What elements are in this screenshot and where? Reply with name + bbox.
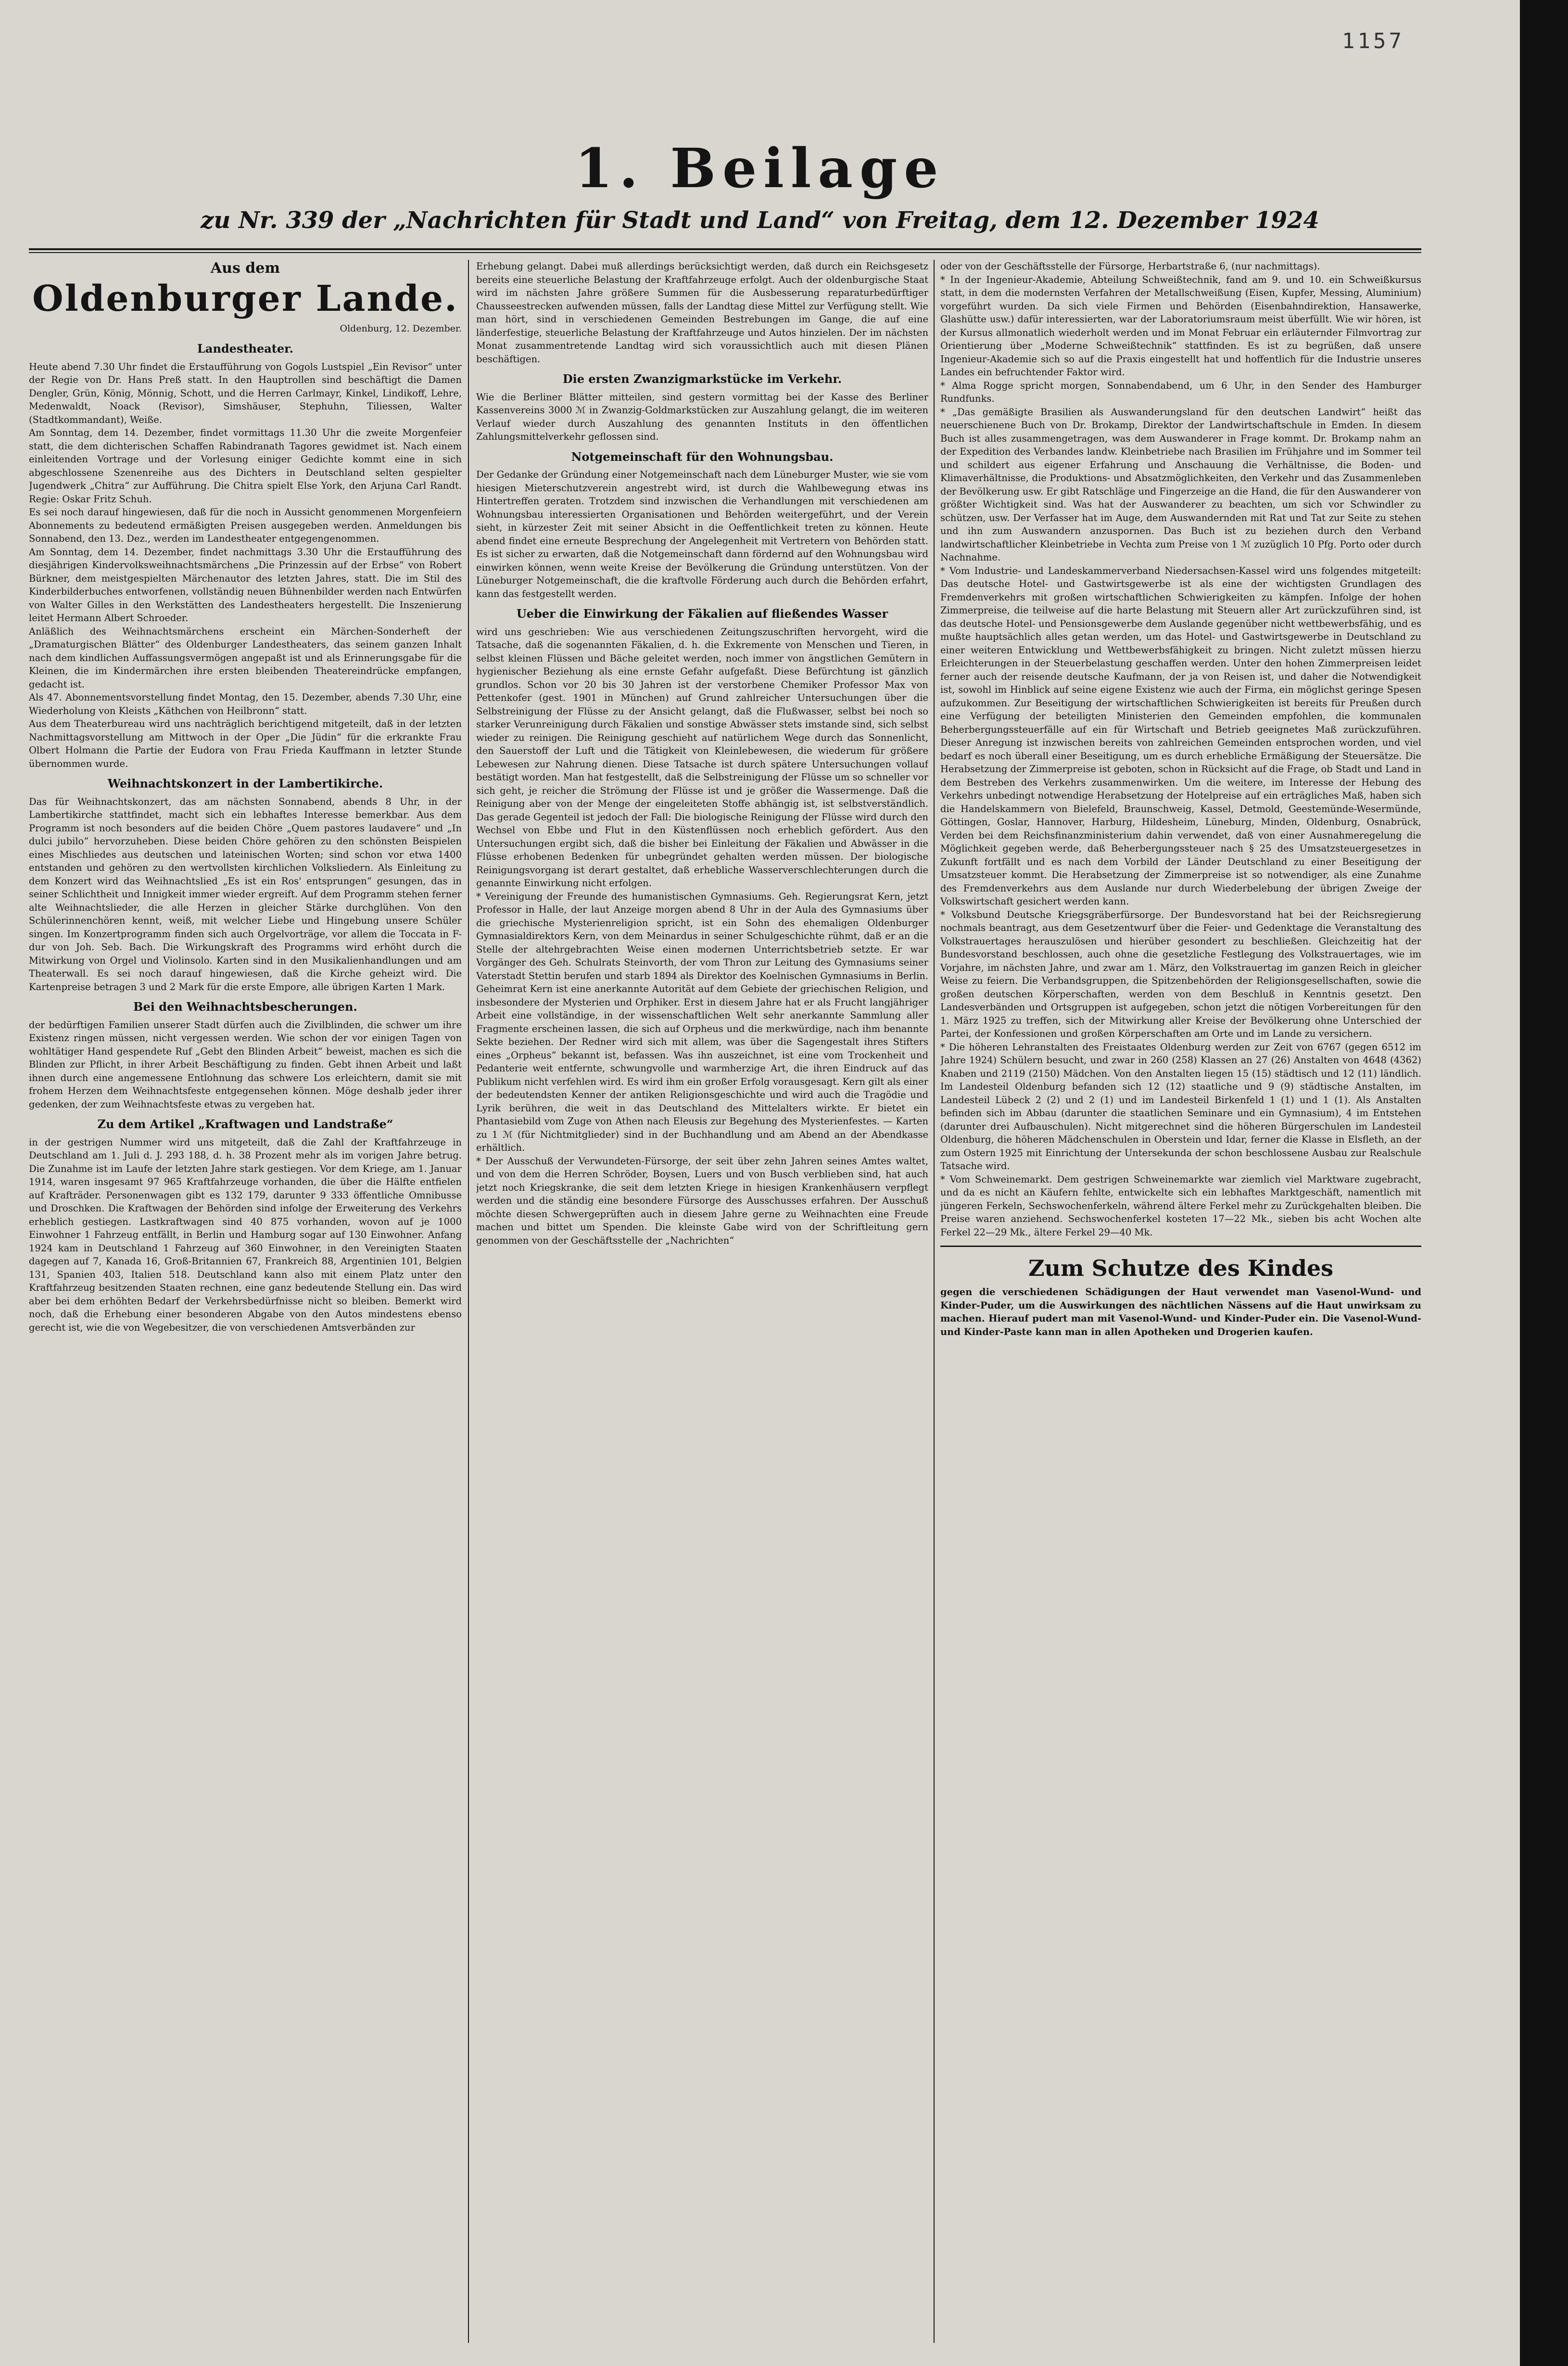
article-paragraph: * Alma Rogge spricht morgen, Sonnabendabend, um 6 Uhr, in den Sender des Hamburger Rundfunks. [940, 380, 1421, 404]
article-paragraph: * Volksbund Deutsche Kriegsgräberfürsorge. Der Bundesvorstand hat bei der Reichsregierung nochmals beantragt, aus dem Gesetzentwurf über die Feier- und Gedenktage die Veranstaltung des Volkstrauertages herauszulösen und hierüber gesondert zu beschließen. Gleichzeitig hat der Bundesvorstand beschlossen, auch ohne die gesetzliche Festlegung des Volkstrauertages, wie im Vorjahre, im nächsten Jahre, und zwar am 1. März, den Volkstrauertag im ganzen Reich in gleicher Weise zu feiern. Die Verbandsgruppen, die Spitzenbehörden der Religionsgesellschaften, sowie die großen deutschen Körperschaften, werden von dem Beschluß in Kenntnis gesetzt. Den Landesverbänden und Ortsgruppen ist aufgegeben, schon jetzt die nötigen Vorbereitungen für den 1. März 1925 zu treffen, sich der Mitwirkung aller Kreise der Bevölkerung ohne Unterschied der Partei, der Konfessionen und großen Körperschaften am Orte und im Lande zu versichern. [940, 909, 1421, 1039]
supplement-title: 1. Beilage [575, 137, 945, 200]
masthead-rule-top [29, 248, 1421, 250]
article-heading: Notgemeinschaft für den Wohnungsbau. [571, 449, 834, 464]
page-number: 1157 [1342, 29, 1404, 53]
article-paragraph: Aus dem Theaterbureau wird uns nachträglich berichtigend mitgeteilt, daß in der letzten Nachmittagsvorstellung am Mittwoch in der Oper „Die Jüdin“ für die erkrankte Frau Olbert Holmann die Partie der Eudora von Frau Frieda Kauffmann in letzter Stunde übernommen wurde. [29, 718, 462, 769]
article-heading: Die ersten Zwanzigmarkstücke im Verkehr. [562, 372, 842, 386]
article-paragraph: * Der Ausschuß der Verwundeten-Fürsorge, der seit über zehn Jahren seines Amtes waltet, und von dem die Herren Schröder, Boysen, Luers und von Busch verblieben sind, hat auch jetzt noch Kriegskranke, die seit dem letzten Kriege in hiesigen Krankenhäusern verpflegt werden und die ständig eine besondere Fürsorge des Ausschusses erfahren. Der Ausschuß möchte diesen Schwergeprüften auch in diesem Jahre gerne zu Weihnachten eine Freude machen und bittet um Spenden. Die kleinste Gabe wird von der Schriftleitung gern genommen von der Geschäftsstelle der „Nachrichten“ [476, 1155, 928, 1246]
article-paragraph: Am Sonntag, dem 14. Dezember, findet vormittags 11.30 Uhr die zweite Morgenfeier statt, die dem dichterischen Schaffen Rabindranath Tagores gewidmet ist. Nach einem einleitenden Vortrage und der Vorlesung einiger Gedichte kommt eine in sich abgeschlossene Szenenreihe aus des Dichters in Deutschland selten gespielter Jugendwerk „Chitra“ zur Aufführung. Die Chitra spielt Else York, den Arjuna Carl Randt. Regie: Oskar Fritz Schuh. [29, 427, 462, 505]
article-paragraph: Erhebung gelangt. Dabei muß allerdings berücksichtigt werden, daß durch ein Reichsgesetz bereits eine steuerliche Belastung der Kraftfahrzeuge erfolgt. Auch der oldenburgische Staat wird im nächsten Jahre größere Summen für die Ausbesserung reparaturbedürftiger Chausseestrecken aufwenden müssen, falls der Landtag diese Mittel zur Verfügung stellt. Wie man hört, sind in verschiedenen Gemeinden Bestrebungen im Gange, die auf eine länderfestige, steuerliche Belastung der Kraftfahrzeuge und Autos hinzielen. Der im nächsten Monat zusammentretende Landtag wird sich voraussichtlich auch mit diesen Plänen beschäftigen. [476, 261, 928, 365]
supplement-subtitle: zu Nr. 339 der „Nachrichten für Stadt und Land“ von Freitag, dem 12. Dezember 1924 [201, 207, 1319, 234]
article-paragraph: der bedürftigen Familien unserer Stadt dürfen auch die Zivilblinden, die schwer um ihre Existenz ringen müssen, nicht vergessen werden. Wie schon der vor einigen Tagen von wohltätiger Hand gespendete Ruf „Gebt den Blinden Arbeit“ beweist, machen es sich die Blinden zur Pflicht, in ihrer Arbeit Beschäftigung zu finden. Gebt ihnen Arbeit und laßt ihnen durch eine angemessene Entlohnung das schwere Los erleichtern, damit sie mit frohem Herzen dem Weihnachtsfeste entgegensehen können. Möge deshalb jeder ihrer gedenken, der zum Weihnachtsfeste etwas zu vergeben hat. [29, 1019, 462, 1110]
column-right [940, 260, 1421, 2343]
article-heading: Ueber die Einwirkung der Fäkalien auf fließendes Wasser [516, 607, 888, 621]
article-paragraph: Es sei noch darauf hingewiesen, daß für die noch in Aussicht genommenen Morgenfeiern Abonnements zu bedeutend ermäßigten Preisen ausgegeben werden. Anmeldungen bis Sonnabend, den 13. Dez., werden im Landestheater entgegengenommen. [29, 507, 462, 544]
column-left [29, 260, 462, 2343]
article-paragraph: * „Das gemäßigte Brasilien als Auswanderungsland für den deutschen Landwirt“ heißt das neuerschienene Buch von Dr. Brokamp, Direktor der Landwirtschaftschule in Emden. In diesem Buch ist alles zusammengetragen, was dem Auswanderer in Frage kommt. Dr. Brokamp nahm an der Expedition des Verbandes landw. Kleinbetriebe nach Brasilien im Frühjahre und im Sommer teil und schildert aus eigener Erfahrung und Anschauung die Verhältnisse, die Boden- und Klimaverhältnisse, die Produktions- und Absatzmöglichkeiten, den Verkehr und das Zusammenleben der Bevölkerung usw. Er gibt Ratschläge und Fingerzeige an die Hand, die für den Auswanderer von größter Wichtigkeit sind. Was hat der Auswanderer zu beachten, um sich vor Schwindler zu schützen, usw. Der Verfasser hat im Auge, dem Auswandernden mit Rat und Tat zur Seite zu stehen und ihn zum Auswandern anzuspornen. Das Buch ist zu beziehen durch den Verband landwirtschaftlicher Kleinbetriebe in Vechta zum Preise von 1 ℳ zuzüglich 10 Pfg. Porto oder durch Nachnahme. [940, 406, 1421, 563]
article-paragraph: * In der Ingenieur-Akademie, Abteilung Schweißtechnik, fand am 9. und 10. ein Schweißkursus statt, in dem die modernsten Verfahren der Metallschweißung (Eisen, Kupfer, Messing, Aluminium) vorgeführt wurden. Da sich viele Firmen und Behörden (Eisenbahndirektion, Hansawerke, Glashütte usw.) dafür interessierten, war der Laboratoriumsraum meist überfüllt. Wie wir hören, ist der Kursus allmonatlich wiederholt werden und im Monat Februar ein erläuternder Filmvortrag zur Orientierung über „Moderne Schweißtechnik“ stattfinden. Es ist zu begrüßen, daß unsere Ingenieur-Akademie sich so auf die Praxis eingestellt hat und hoffentlich für die Industrie unseres Landes ein befruchtender Faktor wird. [940, 274, 1421, 378]
article-paragraph: Das für Weihnachtskonzert, das am nächsten Sonnabend, abends 8 Uhr, in der Lambertikirche stattfindet, macht sich ein lebhaftes Interesse bemerkbar. Aus dem Programm ist noch besonders auf die beiden Chöre „Quem pastores laudavere“ und „In dulci jubilo“ hervorzuheben. Diese beiden Chöre gehören zu den schönsten Beispielen eines Mischliedes aus deutschen und lateinischen Worten; sind schon vor etwa 1400 entstanden und gehören zu den wertvollsten kirchlichen Volksliedern. Als Einleitung zu dem Konzert wird das Weihnachtslied „Es ist ein Ros' entsprungen“ gesungen, das in seiner Schlichtheit und Innigkeit immer wieder ergreift. Auf dem Programm stehen ferner alte Weihnachtslieder, die alle Herzen in gleicher Stärke durchglühen. Von den Schülerinnenchören kennt, weiß, mit welcher Liebe und Hingebung unsere Schüler singen. Im Konzertprogramm finden sich auch Orgelvorträge, vor allem die Toccata in F-dur von Joh. Seb. Bach. Die Wirkungskraft des Programms wird erhöht durch die Mitwirkung von Orgel und Violinsolo. Karten sind in den Musikalienhandlungen und am Theaterwall. Es sei noch darauf hingewiesen, daß die Kirche geheizt wird. Die Kartenpreise betragen 3 und 2 Mark für die erste Empore, alle übrigen Karten 1 Mark. [29, 796, 462, 992]
column-divider [934, 260, 935, 2343]
dateline: Oldenburg, 12. Dezember. [340, 323, 462, 334]
section-kicker: Aus dem [210, 260, 280, 277]
article-paragraph: in der gestrigen Nummer wird uns mitgeteilt, daß die Zahl der Kraftfahrzeuge in Deutschland am 1. Juli d. J. 293 188, d. h. 38 Prozent mehr als im vorigen Jahre betrug. Die Zunahme ist im Laufe der letzten Jahre stark gestiegen. Vor dem Kriege, am 1. Januar 1914, waren insgesamt 97 965 Kraftfahrzeuge vorhanden, die über die Hälfte entfielen auf Krafträder. Personenwagen gibt es 132 179, darunter 9 333 öffentliche Omnibusse und Droschken. Die Kraftwagen der Behörden sind infolge der Erweiterung des Verkehrs erheblich gestiegen. Lastkraftwagen sind 40 875 vorhanden, wovon auf je 1000 Einwohner 1 Fahrzeug entfällt, in Berlin und Hamburg sogar auf 130 Einwohner. Anfang 1924 kam in Deutschland 1 Fahrzeug auf 360 Einwohner, in den Vereinigten Staaten dagegen auf 7, Kanada 16, Groß-Britannien 67, Frankreich 88, Argentinien 101, Belgien 131, Spanien 403, Italien 518. Deutschland kann also mit einem Platz unter den Kraftfahrzeug besitzenden Staaten rechnen, eine ganz bedeutende Stellung ein. Das wird aber bei dem erhöhten Bedarf der Verkehrsbedürfnisse nicht so bleiben. Bemerkt wird noch, daß die Erhebung einer besonderen Abgabe von den Autos mindestens ebenso gerecht ist, wie die von Wegebesitzer, die von verschiedenen Amtsverbänden zur [29, 1136, 462, 1333]
article-paragraph: * Vereinigung der Freunde des humanistischen Gymnasiums. Geh. Regierungsrat Kern, jetzt Professor in Halle, der laut Anzeige morgen abend 8 Uhr in der Aula des Gymnasiums über die griechische Mysterienreligion spricht, ist ein Sohn des ehemaligen Oldenburger Gymnasialdirektors Kern, von dem Meinardus in seiner Schulgeschichte rühmt, daß er an die Stelle der altehrgebrachten Weise einen modernen Unterrichtsbetrieb setzte. Er war Vorgänger des Geh. Schulrats Steinvorth, der vom Thron zur Leitung des Gymnasiums seiner Vaterstadt Stettin berufen und starb 1894 als Direktor des Koelnischen Gymnasiums in Berlin. Geheimrat Kern ist eine anerkannte Autorität auf dem Gebiete der griechischen Religion, und insbesondere der Mysterien und Orphiker. Erst in diesem Jahre hat er als Frucht langjähriger Arbeit eine vollständige, in der wissenschaftlichen Welt sehr anerkannte Sammlung aller Fragmente erscheinen lassen, die sich auf Orpheus und die merkwürdige, nach ihm benannte Sekte beziehen. Der Redner wird sich mit allem, was über die Sagengestalt ihres Stifters eines „Orpheus“ bekannt ist, befassen. Was ihn auszeichnet, ist eine vom Trockenheit und Pedanterie weit entfernte, schwungvolle und warmherzige Art, die ihren Eindruck auf das Publikum nicht verfehlen wird. Es wird ihm ein großer Erfolg vorausgesagt. Kern gilt als einer der bedeutendsten Kenner der antiken Religionsgeschichte und wird auch die Tragödie und Lyrik berühren, die weit in das Deutschland des Mittelalters wirkte. Er bietet ein Phantasiebild vom Zuge von Athen nach Eleusis zur Begehung des Mysterienfestes. — Karten zu 1 ℳ (für Nichtmitglieder) sind in der Buchhandlung und am Abend an der Abendkasse erhältlich. [476, 890, 928, 1153]
article-heading: Zu dem Artikel „Kraftwagen und Landstraße“ [97, 1117, 393, 1131]
ad-rule [940, 1246, 1421, 1247]
masthead-rule-bottom [29, 252, 1421, 253]
article-paragraph: Wie die Berliner Blätter mitteilen, sind gestern vormittag bei der Kasse des Berliner Kassenvereins 3000 ℳ in Zwanzig-Goldmarkstücken zur Auszahlung gelangt, die im weiteren Verlauf wieder durch Auszahlung des genannten Instituts in den öffentlichen Zahlungsmittelverkehr geflossen sind. [476, 391, 928, 442]
article-heading: Landestheater. [197, 342, 293, 356]
article-paragraph: Als 47. Abonnementsvorstellung findet Montag, den 15. Dezember, abends 7.30 Uhr, eine Wiederholung von Kleists „Käthchen von Heilbronn“ statt. [29, 692, 462, 716]
column-middle [476, 260, 928, 2343]
article-paragraph: oder von der Geschäftsstelle der Fürsorge, Herbartstraße 6, (nur nachmittags). [940, 261, 1320, 272]
article-paragraph: wird uns geschrieben: Wie aus verschiedenen Zeitungszuschriften hervorgeht, wird die Tatsache, daß die sogenannten Fäkalien, d. h. die Exkremente von Menschen und Tieren, in selbst kleinen Flüssen und Bäche geleitet werden, noch immer von ängstlichen Gemütern in hygienischer Beziehung als eine ernste Gefahr aufgefaßt. Diese Befürchtung ist gänzlich grundlos. Schon vor 20 bis 30 Jahren ist der verstorbene Chemiker Professor Max von Pettenkofer (gest. 1901 in München) auf Grund zahlreicher Untersuchungen über die Selbstreinigung der Flüsse zu der Ansicht gelangt, daß die Flußwasser, selbst bei noch so starker Verunreinigung durch Fäkalien und sonstige Abwässer stets imstande sind, sich selbst wieder zu reinigen. Die Reinigung geschieht auf natürlichem Wege durch das Sonnenlicht, den Sauerstoff der Luft und die Tätigkeit von Kleinlebewesen, die wiederum für größere Lebewesen zur Nahrung dienen. Diese Tatsache ist durch spätere Untersuchungen vollauf bestätigt worden. Man hat festgestellt, daß die Selbstreinigung der Flüsse um so schneller vor sich geht, je reicher die Strömung der Flüsse ist und je größer die Wassermenge. Daß die Reinigung aber von der Menge der eingeleiteten Stoffe abhängig ist, ist selbstverständlich. Das gerade Gegenteil ist jedoch der Fall: Die biologische Reinigung der Flüsse wird durch den Wechsel von Ebbe und Flut in den Küstenflüssen noch erheblich gefördert. Aus den Untersuchungen ergibt sich, daß die bisher bei Einleitung der Fäkalien und Abwässer in die Flüsse erhobenen Bedenken für unbegründet gehalten werden müssen. Der biologische Reinigungsvorgang ist derart gestaltet, daß erhebliche Wasserverschlechterungen durch die genannte Einwirkung nicht erfolgen. [476, 626, 928, 889]
article-paragraph: Anläßlich des Weihnachtsmärchens erscheint ein Märchen-Sonderheft der „Dramaturgischen Blätter“ des Oldenburger Landestheaters, das seinem ganzen Inhalt nach dem kindlichen Auffassungsvermögen angepaßt ist und als Erinnerungsgabe für die Kleinen, die im Kindermärchen ihre ersten bleibenden Theatereindrücke empfangen, gedacht ist. [29, 625, 462, 690]
article-paragraph: * Vom Industrie- und Landeskammerverband Niedersachsen-Kassel wird uns folgendes mitgeteilt: Das deutsche Hotel- und Gastwirtsgewerbe ist als eine der wichtigsten Grundlagen des Fremdenverkehrs mit großen wirtschaftlichen Schwierigkeiten zu kämpfen. Infolge der hohen Zimmerpreise, die teilweise auf die harte Belastung mit Steuern aller Art zurückzuführen sind, ist das deutsche Hotel- und Pensionsgewerbe dem Auslande gegenüber nicht wettbewerbsfähig, und es mußte hauptsächlich alles getan werden, um das Hotel- und Gastwirtsgewerbe in Deutschland zu einer weiteren Entwicklung und Wettbewerbsfähigkeit zu bringen. Nicht zuletzt müssen hierzu Erleichterungen in der Steuerbelastung geschaffen werden. Unter den hohen Zimmerpreisen leidet ferner auch der reisende deutsche Kaufmann, der ja von Reisen ist, und daher die Notwendigkeit ist, sowohl im Hinblick auf seine eigene Existenz wie auch der Firma, ein möglichst geringe Spesen aufzukommen. Zur Beseitigung der wirtschaftlichen Schwierigkeiten ist bereits für Preußen durch eine Verfügung der beteiligten Ministerien den Gemeinden empfohlen, die kommunalen Beherbergungssteuerfälle auf ein für Wirtschaft und Betrieb geeignetes Maß zurückzuführen. Dieser Anregung ist inzwischen bereits von zahlreichen Gemeinden entsprochen worden, und viel bedarf es noch überall einer Beseitigung, um es durch erhebliche Ermäßigung der Steuersätze. Die Herabsetzung der Zimmerpreise ist geboten, schon in Rücksicht auf die Frage, ob Stadt und Land in dem Bestreben des Verkehrs zusammenwirken. Um die weitere, im Interesse der Hebung des Verkehrs unbedingt notwendige Herabsetzung der Hotelpreise auf ein erträgliches Maß, haben sich die Handelskammern von Bielefeld, Braunschweig, Kassel, Detmold, Geestemünde-Wesermünde, Göttingen, Goslar, Hannover, Harburg, Hildesheim, Lüneburg, Minden, Oldenburg, Osnabrück, Verden bei dem Reichsfinanzministerium dahin verwendet, daß von einer Ausnahmeregelung die Möglichkeit gegeben werde, daß Beherbergungssteuer nach § 25 des Umsatzsteuergesetzes in Zukunft fortfällt und es nach dem Vorbild der Länder Deutschland zu einer Beseitigung der Umsatzsteuer kommt. Die Herabsetzung der Zimmerpreise ist so notwendiger, als eine Zunahme des Fremdenverkehrs aus dem Auslande nur durch Wiederbelebung der übrigen Zweige der Volkswirtschaft gesichert werden kann. [940, 565, 1421, 907]
scan-margin [1520, 0, 1568, 2366]
article-heading: Bei den Weihnachtsbescherungen. [133, 1000, 357, 1014]
column-divider [468, 260, 469, 2343]
article-paragraph: Am Sonntag, dem 14. Dezember, findet nachmittags 3.30 Uhr die Erstaufführung des diesjährigen Kindervolksweihnachtsmärchens „Die Prinzessin auf der Erbse“ von Robert Bürkner, dem meistgespielten Märchenautor des letzten Jahres, statt. Die im Stil des Kinderbilderbuches entworfenen, vollständig neuen Bühnenbilder werden nach Entwürfen von Walter Gilles in den Werkstätten des Landestheaters hergestellt. Die Inszenierung leitet Hermann Albert Schroeder. [29, 546, 462, 623]
article-paragraph: * Vom Schweinemarkt. Dem gestrigen Schweinemarkte war ziemlich viel Marktware zugebracht, und da es nicht an Käufern fehlte, entwickelte sich ein lebhaftes Marktgeschäft, namentlich mit jüngeren Ferkeln, Sechswochenferkeln, während ältere Ferkel mehr zu Zurückgehalten bleiben. Die Preise waren anziehend. Sechswochenferkel kosteten 17—22 Mk., sieben bis acht Wochen alte Ferkel 22—29 Mk., ältere Ferkel 29—40 Mk. [940, 1173, 1421, 1238]
advertisement-title: Zum Schutze des Kindes [1028, 1255, 1334, 1281]
section-title: Oldenburger Lande. [32, 278, 458, 319]
article-paragraph: Heute abend 7.30 Uhr findet die Erstaufführung von Gogols Lustspiel „Ein Revisor“ unter der Regie von Dr. Hans Preß statt. In den Hauptrollen sind beschäftigt die Damen Dengler, Grün, König, Mönnig, Schott, und die Herren Carlmayr, Kinkel, Lindikoff, Lehre, Medenwaldt, Noack (Revisor), Simshäuser, Stephuhn, Tiliessen, Walter (Stadtkommandant), Weiße. [29, 361, 462, 425]
advertisement-text: gegen die verschiedenen Schädigungen der Haut verwendet man Vasenol-Wund- und Kinder-Puder, um die Auswirkungen des nächtlichen Nässens auf die Haut unwirksam zu machen. Hierauf pudert man mit Vasenol-Wund- und Kinder-Puder ein. Die Vasenol-Wund- und Kinder-Paste kann man in allen Apotheken und Drogerien kaufen. [940, 1286, 1421, 1337]
article-paragraph: Der Gedanke der Gründung einer Notgemeinschaft nach dem Lüneburger Muster, wie sie vom hiesigen Mieterschutzverein angestrebt wird, ist durch die Wahlbewegung etwas ins Hintertreffen geraten. Trotzdem sind inzwischen die Verhandlungen mit verschiedenen am Wohnungsbau interessierten Organisationen und Behörden weitergeführt, und der Verein sieht, in kürzester Zeit mit seiner Absicht in die Oeffentlichkeit treten zu können. Heute abend findet eine erneute Besprechung der Angelegenheit mit Vertretern von Behörden statt. Es ist sicher zu erwarten, daß die Notgemeinschaft dann fördernd auf den Wohnungsbau wird einwirken können, wenn weite Kreise der Bevölkerung die Gründung unterstützen. Von der Lüneburger Notgemeinschaft, die die kraftvolle Förderung auch durch die Behörden erfahrt, kann das festgestellt werden. [476, 469, 928, 599]
article-heading: Weihnachtskonzert in der Lambertikirche. [107, 776, 383, 790]
article-paragraph: * Die höheren Lehranstalten des Freistaates Oldenburg werden zur Zeit von 6767 (gegen 6512 im Jahre 1924) Schülern besucht, und zwar in 260 (258) Klassen an 27 (26) Anstalten von 4648 (4362) Knaben und 2119 (2150) Mädchen. Von den Anstalten liegen 15 (15) städtisch und 12 (11) ländlich. Im Landesteil Oldenburg befanden sich 12 (12) staatliche und 9 (9) städtische Anstalten, im Landesteil Lübeck 2 (2) und 2 (1) und im Landesteil Birkenfeld 1 (1) und 1 (1). Als Anstalten befinden sich im Abbau (darunter die staatlichen Seminare und ein Gymnasium), 4 im Entstehen (darunter drei Aufbauschulen). Nicht mitgerechnet sind die höheren Bürgerschulen im Landesteil Oldenburg, die höheren Mädchenschulen in Oberstein und Idar, ferner die Klasse in Elsfleth, an der zum Ostern 1925 mit Einrichtung der Untersekunda der schon beschlossene Ausbau zur Realschule Tatsache wird. [940, 1041, 1421, 1171]
